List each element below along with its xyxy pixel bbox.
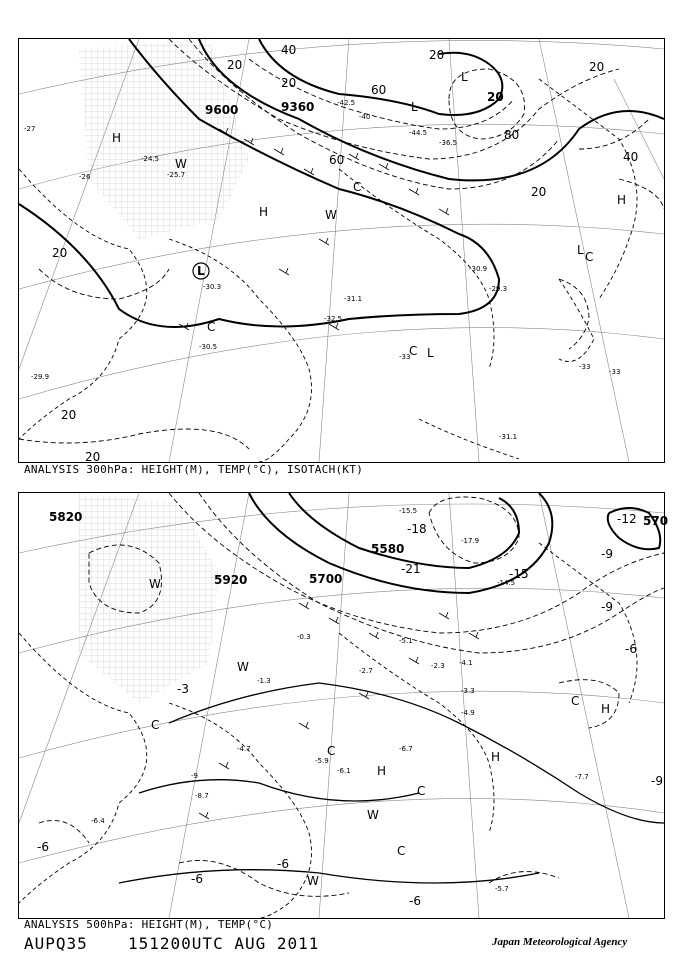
- isotach-label: 20: [85, 450, 101, 464]
- temp-label: -24.5: [141, 155, 160, 163]
- temp-contour-label: -9: [601, 600, 613, 614]
- temp-label: -4.9: [461, 709, 475, 717]
- center-mark-w: W: [307, 874, 319, 888]
- chart-code: AUPQ35: [24, 934, 88, 953]
- center-mark-w: W: [325, 208, 337, 222]
- temp-label: -29.3: [489, 285, 508, 293]
- temp-label: -27: [24, 125, 36, 133]
- center-mark-w: W: [175, 157, 187, 171]
- isotach-label: 20: [487, 90, 504, 104]
- temp-label: -5.1: [399, 637, 413, 645]
- isotach-label: 40: [623, 150, 639, 164]
- temp-label: -3.3: [461, 687, 475, 695]
- temp-contour-label: -12: [617, 512, 637, 526]
- temp-label: -40: [359, 113, 371, 121]
- graticule: [19, 493, 664, 918]
- height-label-5820: 5820: [49, 510, 83, 524]
- isotach-label: 20: [429, 48, 445, 62]
- temp-contour-label: -9: [601, 547, 613, 561]
- center-mark-l: L: [461, 70, 468, 84]
- center-mark-h: H: [112, 131, 122, 145]
- temp-label: -25.7: [167, 171, 186, 179]
- temp-label: -36.5: [439, 139, 458, 147]
- center-mark-h: H: [377, 764, 387, 778]
- center-mark-c: C: [353, 180, 362, 194]
- hatched-region: [79, 39, 249, 239]
- center-mark-c: C: [409, 344, 418, 358]
- center-mark-c: C: [207, 320, 216, 334]
- temp-label: -2.3: [431, 662, 445, 670]
- isotach-label: 20: [281, 76, 297, 90]
- center-mark-l: L: [197, 264, 205, 278]
- center-mark-l: L: [427, 346, 434, 360]
- center-mark-c: C: [417, 784, 426, 798]
- temp-label: -30.5: [199, 343, 218, 351]
- temp-contour-label: -6: [277, 857, 289, 871]
- height-label-5920: 5920: [214, 573, 248, 587]
- temp-contour-label: -18: [407, 522, 427, 536]
- agency-name: Japan Meteorological Agency: [492, 936, 628, 948]
- temp-label: -33: [399, 353, 411, 361]
- center-mark-l: L: [411, 100, 418, 114]
- temp-label: -9: [191, 772, 198, 780]
- center-mark-w: W: [367, 808, 379, 822]
- map-500hpa-canvas: [19, 493, 669, 918]
- caption-300hpa: ANALYSIS 300hPa: HEIGHT(M), TEMP(°C), ISOTACH(KT): [24, 463, 364, 476]
- isotach-label: 40: [281, 43, 297, 57]
- map-500hpa: [18, 492, 669, 919]
- chart-timestamp: 151200UTC AUG 2011: [128, 934, 320, 953]
- center-mark-l: L: [577, 243, 584, 257]
- temp-contour-label: -6: [625, 642, 637, 656]
- temp-label: -6.7: [399, 745, 413, 753]
- temp-label: -5.7: [495, 885, 509, 893]
- temp-label: -17.9: [461, 537, 480, 545]
- isotach-label: 80: [504, 128, 520, 142]
- temp-contour-label: -6: [37, 840, 49, 854]
- isotach-label: 60: [329, 153, 345, 167]
- height-label-5700: 5700: [309, 572, 343, 586]
- temp-contour-label: -6: [191, 872, 203, 886]
- temp-label: -8.7: [195, 792, 209, 800]
- pressure-centers: [149, 577, 610, 888]
- temp-label: -1.3: [257, 677, 271, 685]
- isotach-label: 20: [52, 246, 68, 260]
- temp-label: -4.7: [237, 745, 251, 753]
- center-mark-h: H: [259, 205, 269, 219]
- map-300hpa-canvas: [19, 39, 664, 462]
- isotherm-solid: [119, 683, 664, 883]
- temp-label: -42.5: [337, 99, 356, 107]
- temp-label: -26: [79, 173, 91, 181]
- temp-label: -30.3: [203, 283, 222, 291]
- temp-contour-label: -21: [401, 562, 421, 576]
- temp-contour-label: -15: [509, 567, 529, 581]
- temp-label: -4.1: [459, 659, 473, 667]
- temp-contour-label: -9: [651, 774, 663, 788]
- center-mark-h: H: [601, 702, 611, 716]
- isotach-label: 20: [589, 60, 605, 74]
- temp-label: -15.5: [399, 507, 418, 515]
- height-label-570: 570: [643, 514, 669, 528]
- center-mark-c: C: [151, 718, 160, 732]
- temp-label: -5.9: [315, 757, 329, 765]
- center-mark-h: H: [617, 193, 627, 207]
- temp-label: -31.1: [499, 433, 518, 441]
- isotach-label: 20: [531, 185, 547, 199]
- temp-label: -31.1: [344, 295, 363, 303]
- caption-500hpa: ANALYSIS 500hPa: HEIGHT(M), TEMP(°C): [24, 918, 274, 931]
- temp-label: -0.3: [297, 633, 311, 641]
- center-mark-c: C: [571, 694, 580, 708]
- center-mark-c: C: [585, 250, 594, 264]
- map-300hpa: [18, 38, 665, 463]
- temp-label: -6.4: [91, 817, 105, 825]
- center-mark-w: W: [237, 660, 249, 674]
- temp-label: -14.5: [497, 579, 516, 587]
- isotach-label: 60: [371, 83, 387, 97]
- isotach-label: 20: [61, 408, 77, 422]
- height-label-9600: 9600: [205, 103, 239, 117]
- temp-label: -32.5: [324, 315, 343, 323]
- center-mark-h: H: [491, 750, 501, 764]
- height-label-5580: 5580: [371, 542, 405, 556]
- temp-contour-label: -3: [177, 682, 189, 696]
- temp-label: -6.1: [337, 767, 351, 775]
- temp-label: -33: [609, 368, 621, 376]
- temp-label: -29.9: [31, 373, 50, 381]
- temp-label: -33: [579, 363, 591, 371]
- temp-label: -2.7: [359, 667, 373, 675]
- center-mark-c: C: [397, 844, 406, 858]
- height-label-9360: 9360: [281, 100, 315, 114]
- isotach-label: 20: [227, 58, 243, 72]
- temp-label: -44.5: [409, 129, 428, 137]
- temp-label: -7.7: [575, 773, 589, 781]
- temp-label: -30.9: [469, 265, 488, 273]
- center-mark-c: C: [327, 744, 336, 758]
- center-mark-w: W: [149, 577, 161, 591]
- temp-contour-label: -6: [409, 894, 421, 908]
